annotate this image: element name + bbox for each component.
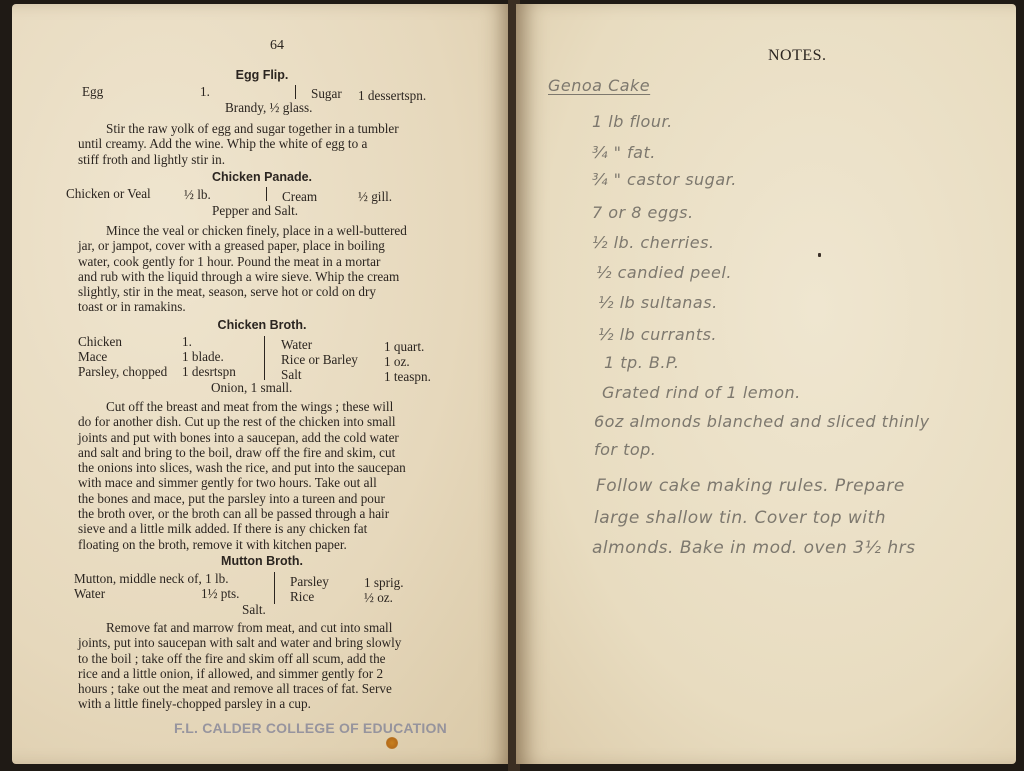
handwritten-line: 6oz almonds blanched and sliced thinly (594, 412, 930, 431)
handwritten-line: almonds. Bake in mod. oven 3½ hrs (592, 538, 916, 558)
ingredient-qty: 1. (182, 334, 192, 349)
ingredient-name: Rice or Barley (281, 352, 358, 367)
column-divider (274, 572, 275, 604)
ingredient-extra: Salt. (242, 602, 266, 617)
method-line: until creamy. Add the wine. Whip the white of egg to a (78, 136, 368, 152)
ingredient-name: Egg (82, 84, 104, 99)
ingredient-qty: 1 quart. (384, 339, 425, 354)
handwritten-line: ½ lb currants. (598, 325, 718, 344)
method-line: the broth over, or the broth can all be passed through a hair (78, 506, 390, 522)
ingredient-extra: Pepper and Salt. (212, 203, 299, 218)
method-line: with a little finely-chopped parsley in a cup. (78, 696, 311, 712)
method-line: water, cook gently for 1 hour. Pound the meat in a mortar (78, 253, 381, 269)
ingredient-name: Rice (290, 589, 315, 604)
recipe-title-chicken-panade: Chicken Panade. (211, 170, 313, 184)
ingredient-qty: 1 dessertspn. (358, 88, 427, 103)
method-line: do for another dish. Cut up the rest of the chicken into small (78, 414, 396, 430)
handwritten-line: 1 lb flour. (592, 112, 673, 131)
ingredient-name: Mace (78, 349, 108, 364)
ingredient-name: Salt (281, 367, 302, 382)
handwritten-line: Follow cake making rules. Prepare (596, 476, 905, 496)
method-line: joints, put into saucepan with salt and water and bring slowly (78, 635, 402, 651)
recipe-title-egg-flip: Egg Flip. (235, 68, 289, 82)
method-line: Remove fat and marrow from meat, and cut into small (106, 620, 393, 635)
method-line: with mace and simmer gently for two hours. Take out all (78, 475, 377, 491)
ingredient-qty: 1½ pts. (201, 586, 240, 601)
recipe-method-chicken-panade (78, 223, 474, 315)
recipe-title-chicken-broth: Chicken Broth. (217, 318, 307, 332)
method-line: Stir the raw yolk of egg and sugar together in a tumbler (106, 121, 399, 136)
method-line: slightly, stir in the meat, season, serve hot or cold on dry (78, 284, 377, 300)
recipe-title-mutton-broth: Mutton Broth. (221, 554, 303, 568)
column-divider (295, 85, 296, 99)
handwritten-line: 1 tp. B.P. (604, 353, 680, 372)
recipe-method-chicken-broth (78, 399, 474, 552)
method-line: stiff froth and lightly stir in. (78, 151, 226, 167)
page-number: 64 (270, 38, 284, 53)
ingredient-name: Cream (282, 189, 318, 204)
left-page (12, 4, 512, 764)
ingredient-qty: 1 oz. (384, 354, 410, 369)
ingredient-name: Water (74, 586, 106, 601)
method-line: and rub with the liquid through a wire sieve. Whip the cream (78, 268, 400, 284)
ingredient-name: Water (281, 337, 313, 352)
ingredient-extra: Onion, 1 small. (211, 380, 293, 395)
method-line: sieve and a little milk added. If there is any chicken fat (78, 521, 368, 537)
method-line: Cut off the breast and meat from the wings ; these will (106, 399, 394, 414)
handwritten-line: ¾ " castor sugar. (592, 170, 737, 189)
method-line: Mince the veal or chicken finely, place in a well-buttered (106, 223, 407, 238)
method-line: to the boil ; take off the fire and skim off all scum, add the (78, 650, 386, 666)
column-divider (264, 336, 265, 380)
handwritten-line: 7 or 8 eggs. (592, 203, 694, 222)
stain-mark (386, 737, 398, 749)
ingredient-name: Sugar (311, 86, 342, 101)
method-line: joints and put with bones into a saucepan, add the cold water (78, 429, 399, 445)
ingredient-name: Parsley (290, 574, 329, 589)
handwritten-line: ½ lb sultanas. (598, 293, 718, 312)
method-line: rice and a little onion, if allowed, and simmer gently for 2 (78, 665, 384, 681)
ingredient-extra: Brandy, ½ glass. (225, 100, 313, 115)
ingredient-qty: 1. (200, 84, 210, 99)
ingredient-name: Mutton, middle neck of, 1 lb. (74, 571, 229, 586)
handwritten-line: ½ candied peel. (596, 263, 732, 282)
handwritten-line: large shallow tin. Cover top with (594, 508, 886, 528)
ingredient-name: Chicken (78, 334, 122, 349)
ingredient-qty: ½ gill. (358, 189, 393, 204)
ink-speck (818, 253, 821, 257)
method-line: hours ; take out the meat and remove all traces of fat. Serve (78, 681, 392, 697)
method-line: jar, or jampot, cover with a greased paper, place in boiling (78, 238, 385, 254)
ingredient-qty: 1 desrtspn (182, 364, 236, 379)
handwritten-line: ¾ " fat. (592, 143, 656, 162)
method-line: floating on the broth, remove it with kitchen paper. (78, 536, 347, 552)
handwritten-line: Grated rind of 1 lemon. (602, 383, 801, 402)
method-line: and salt and bring to the boil, draw off the fire and skim, cut (78, 444, 396, 460)
method-line: the onions into slices, wash the rice, and put into the saucepan (78, 460, 406, 476)
library-stamp: F.L. CALDER COLLEGE OF EDUCATION (174, 720, 447, 736)
method-line: the bones and mace, put the parsley into a tureen and pour (78, 490, 385, 506)
ingredient-name: Chicken or Veal (66, 186, 151, 201)
handwritten-title: Genoa Cake (548, 76, 651, 95)
handwritten-line: for top. (594, 440, 657, 459)
recipe-method-mutton-broth (78, 620, 474, 712)
method-line: toast or in ramakins. (78, 299, 186, 315)
ingredient-qty: 1 blade. (182, 349, 224, 364)
ingredient-qty: ½ oz. (364, 590, 393, 605)
ingredient-qty: 1 teaspn. (384, 369, 431, 384)
column-divider (266, 187, 267, 201)
recipe-method-egg-flip (78, 121, 474, 167)
handwritten-line: ½ lb. cherries. (592, 233, 715, 252)
ingredient-name: Parsley, chopped (78, 364, 168, 379)
ingredient-qty: 1 sprig. (364, 575, 404, 590)
ingredient-qty: ½ lb. (184, 187, 211, 202)
notes-heading: NOTES. (768, 47, 827, 64)
